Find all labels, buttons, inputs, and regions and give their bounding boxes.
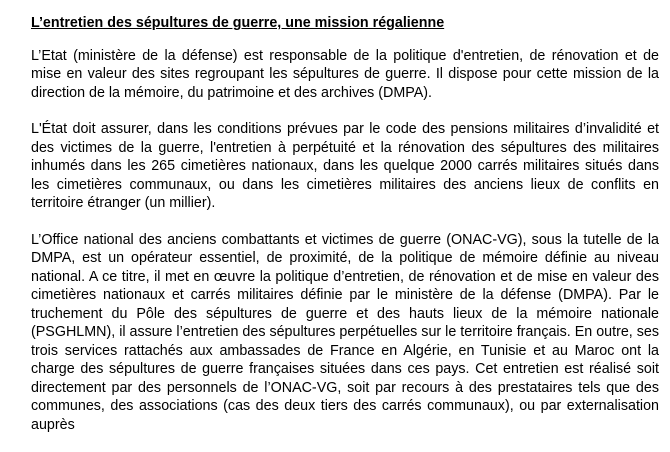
document-heading: L’entretien des sépultures de guerre, une mission régalienne: [31, 15, 445, 31]
paragraph-state-obligations: L'État doit assurer, dans les conditions prévues par le code des pensions militaires d’invalidité et des victimes de la guerre, l'entretien à perpétuité et la rénovation des sépultures des militaires inhumés dans les 265 cimetières nationaux, dans les quelque 2000 carrés militaires situés dans les cimetières communaux, ou dans les cimetières militaires des anciens lieux de conflits en territoire étranger (un millier).: [31, 121, 659, 211]
paragraph-state-responsibility: L’Etat (ministère de la défense) est responsable de la politique d'entretien, de rénovation et de mise en valeur des sites regroupant les sépultures de guerre. Il dispose pour cette mission de la direction de la mémoire, du patrimoine et des archives (DMPA).: [31, 47, 659, 101]
paragraph-onac-vg: L’Office national des anciens combattants et victimes de guerre (ONAC-VG), sous la tutelle de la DMPA, est un opérateur essentiel, de proximité, de la politique de mémoire définie au niveau national. A ce titre, il met en œuvre la politique d’entretien, de rénovation et de mise en valeur des cimetières nationaux et carrés militaires définie par le ministère de la défense (DMPA). Par le truchement du Pôle des sépultures de guerre et des hauts lieux de la mémoire nationale (PSGHLMN), il assure l’entretien des sépultures perpétuelles sur le territoire français. En outre, ses trois services rattachés aux ambassades de France en Algérie, en Tunisie et au Maroc ont la charge des sépultures de guerre françaises situées dans ces pays. Cet entretien est réalisé soit directement par des personnels de l’ONAC-VG, soit par recours à des prestataires tels que des communes, des associations (cas des deux tiers des carrés communaux), ou par externalisation auprès: [31, 231, 659, 433]
document-page: [31, 14, 659, 452]
